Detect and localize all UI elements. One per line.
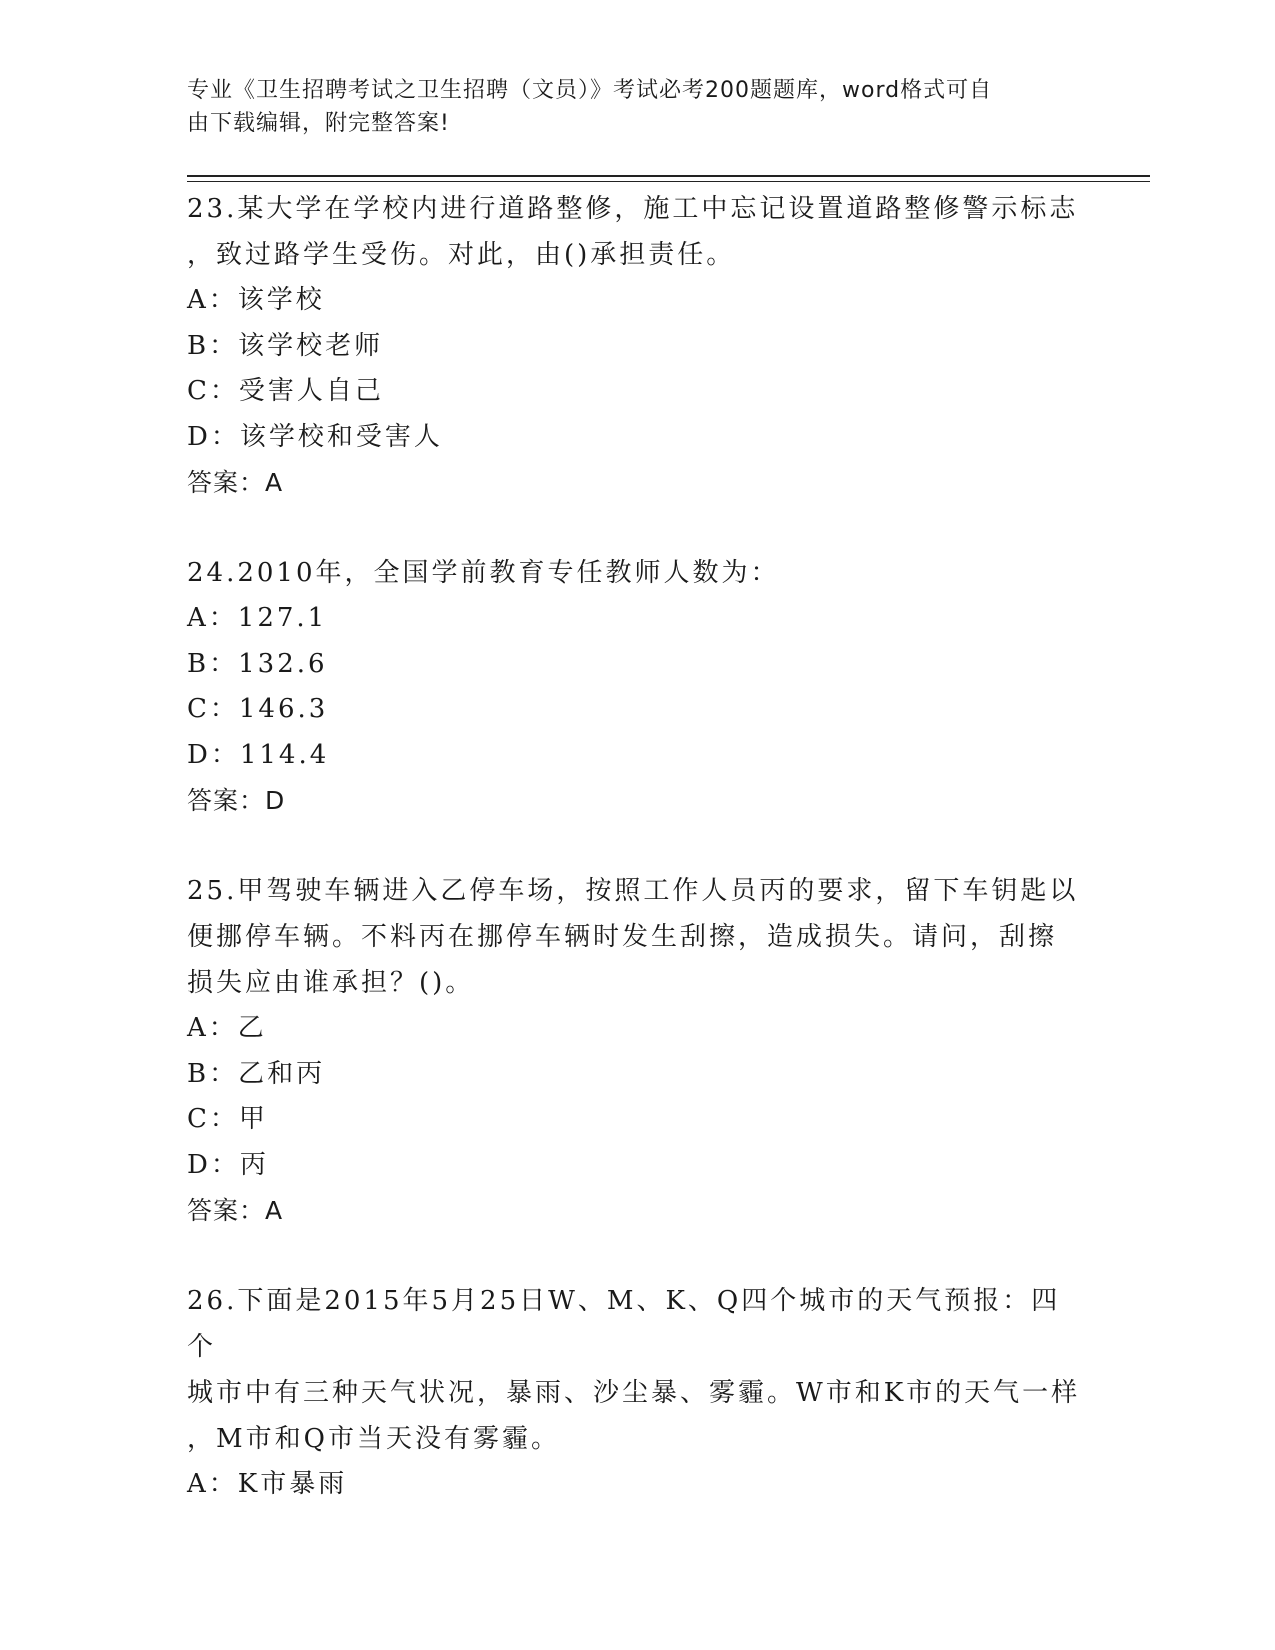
question-stem: 城市中有三种天气状况，暴雨、沙尘暴、雾霾。W市和K市的天气一样	[187, 1378, 1081, 1408]
header-line-1: 专业《卫生招聘考试之卫生招聘（文员）》考试必考200题题库，word格式可自	[187, 78, 993, 103]
option-c: C：146.3	[187, 694, 329, 724]
answer-label: 答案：A	[187, 468, 284, 497]
option-d: D：丙	[187, 1149, 269, 1180]
question-stem: 24.2010年，全国学前教育专任教师人数为：	[187, 558, 780, 588]
option-a: A：该学校	[187, 285, 325, 315]
option-b: B：该学校老师	[187, 330, 384, 361]
option-b: B：乙和丙	[187, 1058, 326, 1089]
question-stem: 损失应由谁承担？()。	[187, 968, 475, 998]
answer-label: 答案：A	[187, 1196, 284, 1225]
option-a: A：K市暴雨	[187, 1469, 348, 1499]
question-stem: 25.甲驾驶车辆进入乙停车场，按照工作人员丙的要求，留下车钥匙以	[187, 876, 1079, 906]
option-d: D：114.4	[187, 739, 330, 770]
header-line-2: 由下载编辑，附完整答案!	[187, 111, 450, 136]
option-c: C：受害人自己	[187, 376, 384, 406]
question-23	[187, 186, 1087, 506]
option-d: D：该学校和受害人	[187, 421, 443, 452]
header-divider-thin	[187, 181, 1150, 182]
question-list	[187, 186, 1087, 1552]
question-24	[187, 550, 1087, 824]
option-c: C：甲	[187, 1104, 268, 1134]
question-stem: ，致过路学生受伤。对此，由()承担责任。	[187, 240, 736, 270]
question-stem: 便挪停车辆。不料丙在挪停车辆时发生刮擦，造成损失。请问，刮擦	[187, 922, 1058, 952]
option-a: A：127.1	[187, 603, 328, 633]
answer-label: 答案：D	[187, 786, 286, 815]
question-26	[187, 1278, 1087, 1508]
option-a: A：乙	[187, 1013, 267, 1043]
question-25	[187, 868, 1087, 1234]
header-divider-thick	[187, 175, 1150, 177]
question-stem: ，M市和Q市当天没有雾霾。	[187, 1424, 560, 1454]
option-b: B：132.6	[187, 648, 328, 679]
question-stem: 23.某大学在学校内进行道路整修，施工中忘记设置道路整修警示标志	[187, 194, 1079, 224]
question-stem: 26.下面是2015年5月25日W、M、K、Q四个城市的天气预报：四个	[187, 1286, 1061, 1362]
document-header	[187, 74, 1087, 140]
